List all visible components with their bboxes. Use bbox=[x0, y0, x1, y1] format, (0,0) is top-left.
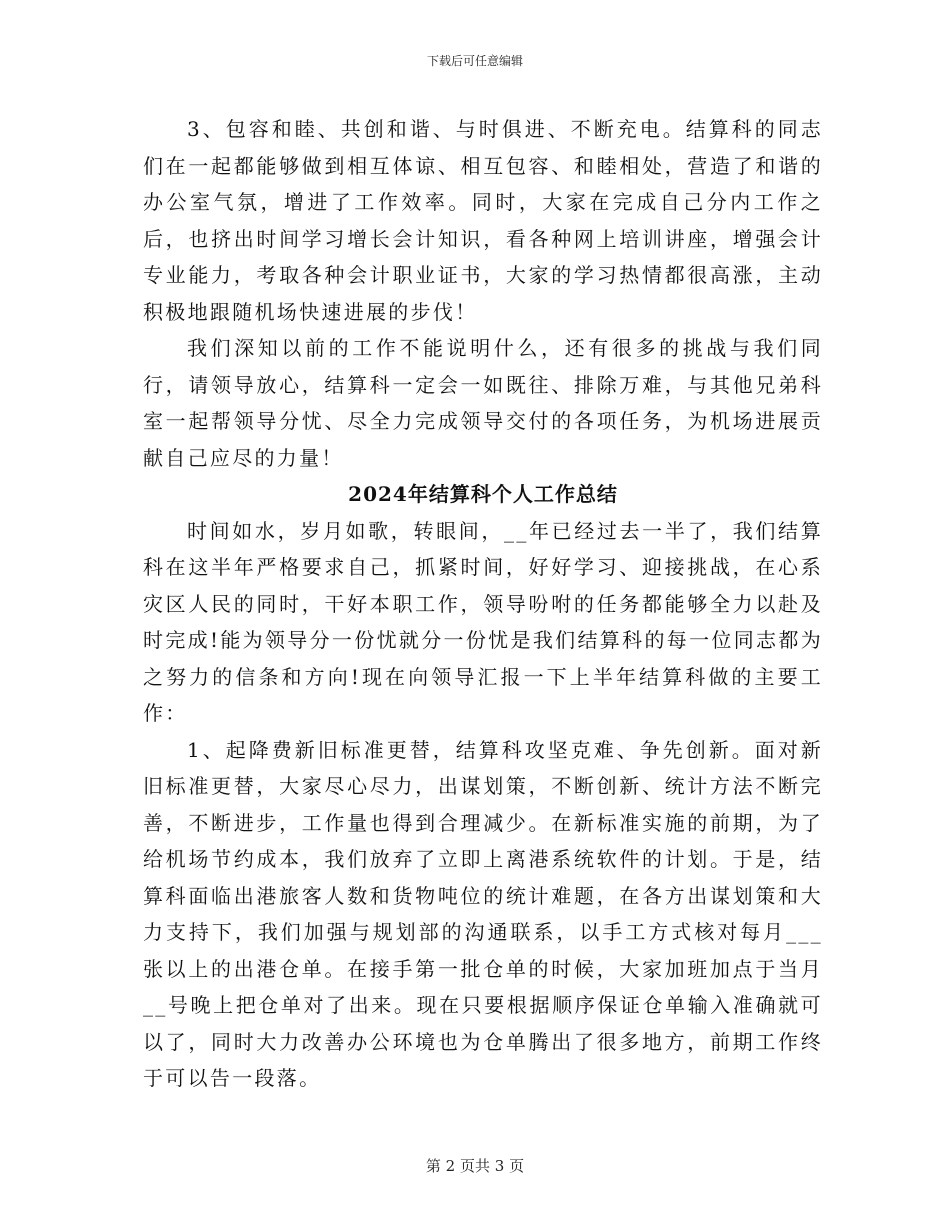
page-header: 下载后可任意编辑 bbox=[426, 54, 523, 68]
section-title: 2024年结算科个人工作总结 bbox=[348, 482, 618, 506]
paragraph-harmony: 3、包容和睦、共创和谐、与时俱进、不断充电。结算科的同志们在一起都能够做到相互体谅、相互包容、和睦相处，营造了和谐的办公室气氛，增进了工作效率。同时，大家在完成自己分内工作之后，也挤出时间学习增长会计知识，看各种网上培训讲座，增强会计专业能力，考取各种会计职业证书，大家的学习热情都很高涨，主动积极地跟随机场快速进展的步伐！ bbox=[143, 117, 823, 324]
paragraph-commitment: 我们深知以前的工作不能说明什么，还有很多的挑战与我们同行，请领导放心，结算科一定会一如既往、排除万难，与其他兄弟科室一起帮领导分忧、尽全力完成领导交付的各项任务，为机场进展贡献自己应尽的力量！ bbox=[143, 336, 823, 470]
paragraph-fee-standards: 1、起降费新旧标准更替，结算科攻坚克难、争先创新。面对新旧标准更替，大家尽心尽力，出谋划策，不断创新、统计方法不断完善，不断进步，工作量也得到合理减少。在新标准实施的前期，为了给机场节约成本，我们放弃了立即上离港系统软件的计划。于是，结算科面临出港旅客人数和货物吨位的统计难题，在各方出谋划策和大力支持下，我们加强与规划部的沟通联系，以手工方式核对每月___张以上的出港仓单。在接手第一批仓单的时候，大家加班加点于当月__号晚上把仓单对了出来。现在只要根据顺序保证仓单输入准确就可以了，同时大力改善办公环境也为仓单腾出了很多地方，前期工作终于可以告一段落。 bbox=[143, 737, 823, 1090]
paragraph-intro: 时间如水，岁月如歌，转眼间，__年已经过去一半了，我们结算科在这半年严格要求自己，抓紧时间，好好学习、迎接挑战，在心系灾区人民的同时，干好本职工作，领导吩咐的任务都能够全力以赴及时完成!能为领导分一份忧就分一份忧是我们结算科的每一位同志都为之努力的信条和方向!现在向领导汇报一下上半年结算科做的主要工作： bbox=[143, 518, 823, 725]
page-number: 第 2 页共 3 页 bbox=[425, 1157, 525, 1175]
document-body bbox=[143, 111, 823, 1097]
